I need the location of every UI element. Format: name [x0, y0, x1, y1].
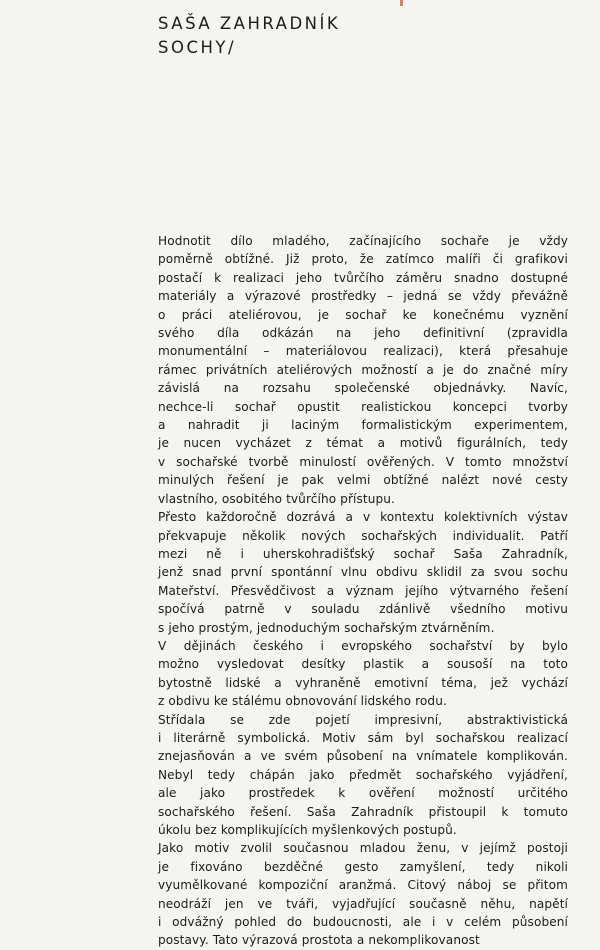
text-line: vlastního, osobitého tvůrčího přístupu.: [158, 491, 395, 506]
text-line: a nahradit ji laciným formalistickým experimentem,: [158, 418, 568, 433]
text-line: znejasňován a ve svém působení na vnímatele komplikován.: [158, 749, 568, 764]
text-line: neodráží jen ve tváři, vyjadřující současně něhu, napětí: [158, 896, 568, 911]
text-line: bytostně lidské a vyhraněně emotivní téma, jež vychází: [158, 675, 568, 690]
text-line: nechce-li sochař opustit realistickou koncepci tvorby: [158, 399, 568, 414]
text-line: poměrně obtížné. Již proto, že zatímco malíři či grafikovi: [158, 252, 568, 267]
text-line: Mateřství. Přesvědčivost a význam jejího výtvarného řešení: [158, 583, 568, 598]
text-line: Přesto každoročně dozrává a v kontextu kolektivních výstav: [158, 510, 568, 525]
page-heading: [158, 12, 340, 60]
text-line: ale jako prostředek k ověření možností určitého: [158, 786, 568, 801]
text-line: Střídala se zde pojetí impresivní, abstraktivistická: [158, 712, 568, 727]
text-line: překvapuje několik nových sochařských individualit. Patří: [158, 528, 568, 543]
text-line: o práci ateliérovou, je sochař ke konečnému vyznění: [158, 307, 568, 322]
text-line: rámec privátních ateliérových možností a je do značné míry: [158, 362, 568, 377]
text-line: je fixováno bezděčné gesto zamyšlení, tedy nikoli: [158, 859, 568, 874]
text-line: Jako motiv zvolil současnou mladou ženu, v jejímž postoji: [158, 841, 568, 856]
text-line: minulých řešení je pak velmi obtížné nalézt nové cesty: [158, 473, 568, 488]
text-line: postačí k realizaci jeho tvůrčího záměru snadno dostupné: [158, 270, 568, 285]
text-line: postavy. Tato výrazová prostota a nekomplikovanost: [158, 933, 480, 948]
heading-subtitle: SOCHY/: [158, 38, 237, 57]
text-line: jenž snad první spontánní vlnu obdivu sklidil za svou sochu: [158, 565, 568, 580]
text-line: vyumělkované kompoziční aranžmá. Citový náboj se přitom: [158, 878, 568, 893]
text-line: možno vysledovat desítky plastik a sousoší na toto: [158, 657, 568, 672]
text-line: svého díla odkázán na jeho definitivní (zpravidla: [158, 326, 568, 341]
text-line: je nucen vycházet z témat a motivů figurálních, tedy: [158, 436, 568, 451]
text-line: úkolu bez komplikujících myšlenkových postupů.: [158, 823, 457, 837]
text-line: spočívá patrně v souladu zdánlivě všedního motivu: [158, 602, 568, 617]
text-line: i literárně symbolická. Motiv sám byl sochařskou realizací: [158, 730, 568, 745]
text-line: mezi ně i uherskohradišťský sochař Saša Zahradník,: [158, 546, 568, 561]
text-line: z obdivu ke stálému obnovování lidského rodu.: [158, 694, 447, 709]
text-line: materiály a výrazové prostředky – jedná se vždy převážně: [158, 289, 568, 304]
color-mark: [400, 0, 403, 6]
article-body: [158, 232, 568, 950]
text-line: i odvážný pohled do budoucnosti, ale i v celém působení: [158, 915, 568, 930]
text-line: závislá na rozsahu společenské objednávky. Navíc,: [158, 381, 568, 396]
text-line: V dějinách českého i evropského sochařství by bylo: [158, 638, 568, 653]
text-line: monumentální – materiálovou realizaci), která přesahuje: [158, 344, 568, 359]
text-line: s jeho prostým, jednoduchým sochařským ztvárněním.: [158, 620, 495, 635]
heading-author: SAŠA ZAHRADNÍK: [158, 14, 341, 33]
text-line: Nebyl tedy chápán jako předmět sochařského vyjádření,: [158, 767, 568, 782]
text-line: sochařského řešení. Saša Zahradník přistoupil k tomuto: [158, 804, 568, 819]
text-line: Hodnotit dílo mladého, začínajícího sochaře je vždy: [158, 234, 568, 248]
text-line: v sochařské tvorbě minulostí ověřených. V tomto množství: [158, 454, 568, 469]
